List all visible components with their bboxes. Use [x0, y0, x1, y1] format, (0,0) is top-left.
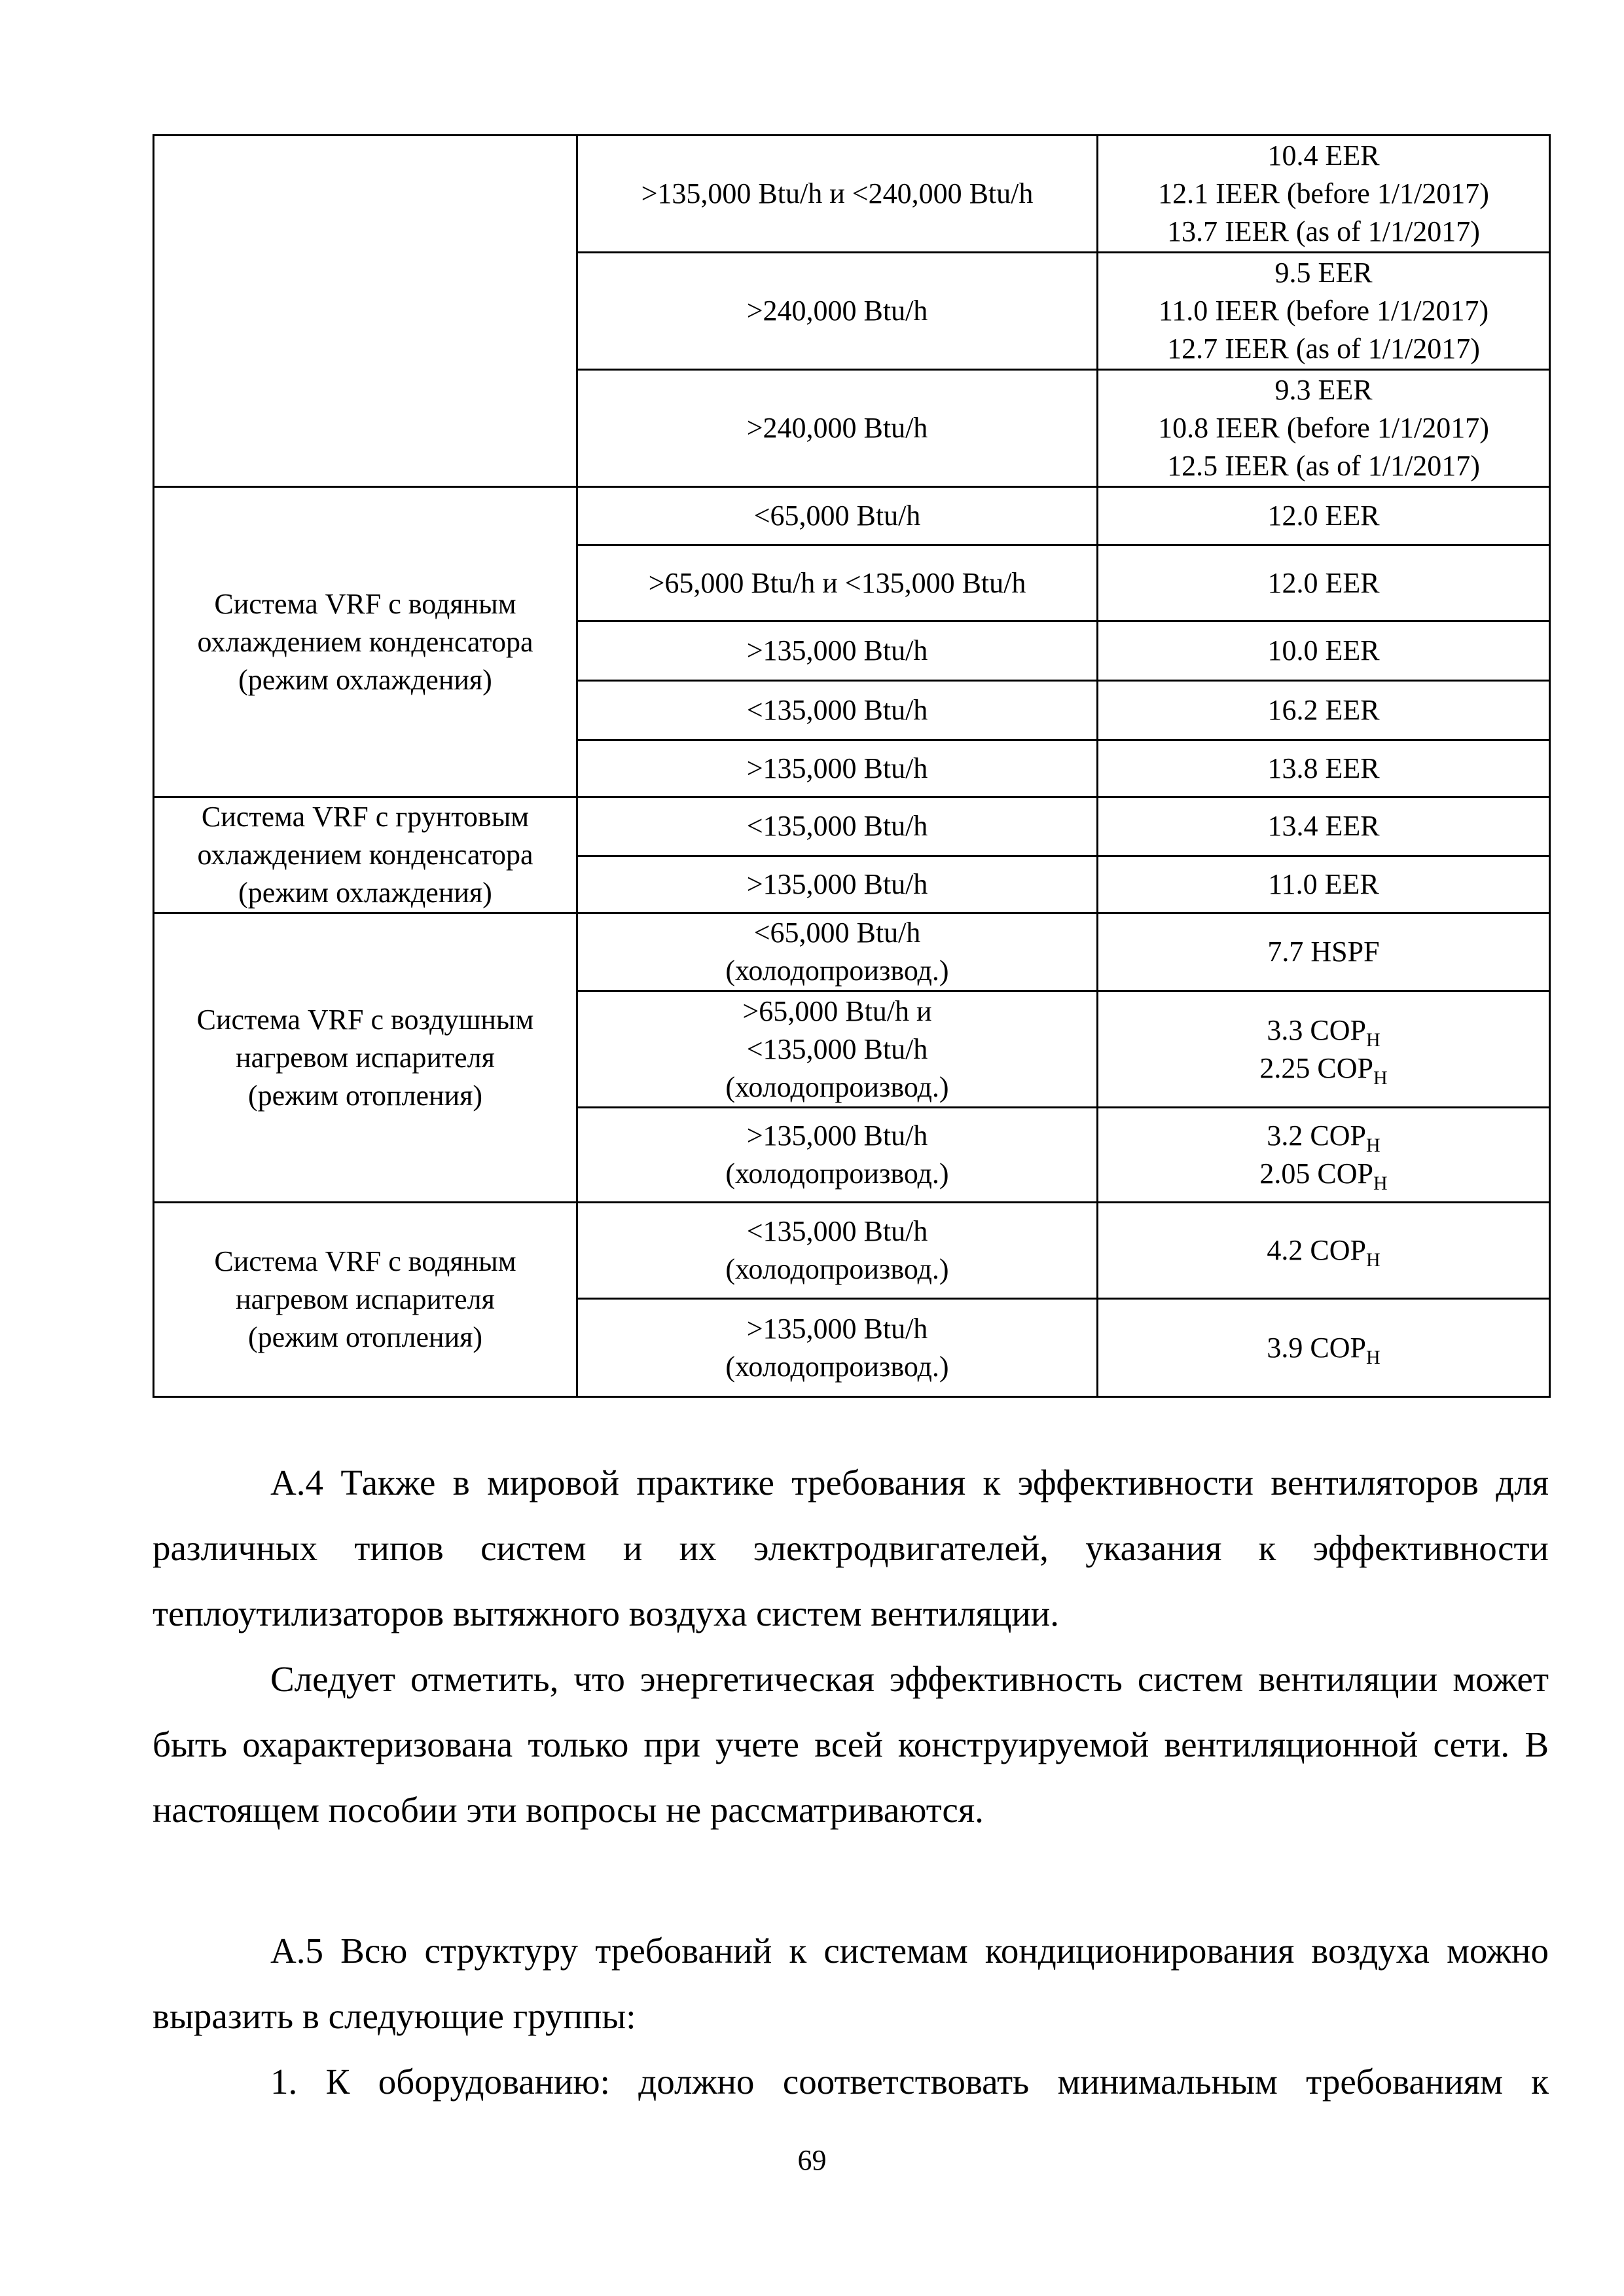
capacity-range-cell: >135,000 Btu/h и <240,000 Btu/h	[577, 136, 1098, 253]
capacity-range-cell: >65,000 Btu/h и <135,000 Btu/h (холодопроизвод.)	[577, 991, 1098, 1108]
table-row	[154, 487, 1550, 545]
category-cell: Система VRF с водяным нагревом испарителя (режим отопления)	[154, 1203, 577, 1397]
efficiency-value-cell: 9.5 EER 11.0 IEER (before 1/1/2017) 12.7 IEER (as of 1/1/2017)	[1098, 253, 1550, 370]
efficiency-value-cell: 4.2 $COP_H$	[1098, 1203, 1550, 1299]
efficiency-value-cell: 3.9 $COP_H$	[1098, 1299, 1550, 1397]
page-number: 69	[797, 2144, 827, 2176]
efficiency-value-cell: 13.8 EER	[1098, 740, 1550, 797]
efficiency-value-cell: 12.0 EER	[1098, 545, 1550, 621]
efficiency-value-cell: 11.0 EER	[1098, 856, 1550, 913]
table-row	[154, 797, 1550, 856]
capacity-range-cell: >240,000 Btu/h	[577, 370, 1098, 487]
table-row	[154, 913, 1550, 991]
efficiency-requirements-table	[153, 134, 1551, 1398]
paragraph-list-item-1: 1. К оборудованию: должно соответствовать минимальным требованиям к	[270, 2062, 1549, 2102]
category-cell-empty	[154, 136, 577, 487]
capacity-range-cell: <135,000 Btu/h (холодопроизвод.)	[577, 1203, 1098, 1299]
capacity-range-cell: >135,000 Btu/h (холодопроизвод.)	[577, 1299, 1098, 1397]
efficiency-value-cell: 3.3 $COP_H$ 2.25 $COP_H$	[1098, 991, 1550, 1108]
paragraph-ventilation-note: Следует отметить, что энергетическая эффективность систем вентиляции может быть охарактеризована только при учете всей конструируемой вентиляционной сети. В настоящем пособии эти вопросы не рассматриваются.	[153, 1659, 1549, 1830]
efficiency-value-cell: 12.0 EER	[1098, 487, 1550, 545]
efficiency-value-cell: 13.4 EER	[1098, 797, 1550, 856]
efficiency-value-cell: 3.2 $COP_H$ 2.05 $COP_H$	[1098, 1108, 1550, 1203]
category-cell: Система VRF с воздушным нагревом испарителя (режим отопления)	[154, 913, 577, 1203]
efficiency-value-cell: 10.0 EER	[1098, 621, 1550, 681]
table-row	[154, 136, 1550, 253]
capacity-range-cell: <65,000 Btu/h	[577, 487, 1098, 545]
efficiency-value-cell: 16.2 EER	[1098, 681, 1550, 740]
efficiency-value-cell: 7.7 HSPF	[1098, 913, 1550, 991]
capacity-range-cell: >135,000 Btu/h	[577, 740, 1098, 797]
efficiency-value-cell: 9.3 EER 10.8 IEER (before 1/1/2017) 12.5 IEER (as of 1/1/2017)	[1098, 370, 1550, 487]
category-cell: Система VRF с грунтовым охлаждением конденсатора (режим охлаждения)	[154, 797, 577, 913]
capacity-range-cell: <135,000 Btu/h	[577, 797, 1098, 856]
capacity-range-cell: <135,000 Btu/h	[577, 681, 1098, 740]
capacity-range-cell: >135,000 Btu/h (холодопроизвод.)	[577, 1108, 1098, 1203]
category-cell: Система VRF с водяным охлаждением конденсатора (режим охлаждения)	[154, 487, 577, 797]
capacity-range-cell: <65,000 Btu/h (холодопроизвод.)	[577, 913, 1098, 991]
capacity-range-cell: >65,000 Btu/h и <135,000 Btu/h	[577, 545, 1098, 621]
paragraph-a5: А.5 Всю структуру требований к системам кондиционирования воздуха можно выразить в следующие группы:	[153, 1931, 1549, 2036]
table-row	[154, 1203, 1550, 1299]
paragraph-a4: А.4 Также в мировой практике требования к эффективности вентиляторов для различных типов систем и их электродвигателей, указания к эффективности теплоутилизаторов вытяжного воздуха систем вентиляции.	[153, 1463, 1549, 1633]
capacity-range-cell: >240,000 Btu/h	[577, 253, 1098, 370]
efficiency-value-cell: 10.4 EER 12.1 IEER (before 1/1/2017) 13.7 IEER (as of 1/1/2017)	[1098, 136, 1550, 253]
capacity-range-cell: >135,000 Btu/h	[577, 621, 1098, 681]
capacity-range-cell: >135,000 Btu/h	[577, 856, 1098, 913]
